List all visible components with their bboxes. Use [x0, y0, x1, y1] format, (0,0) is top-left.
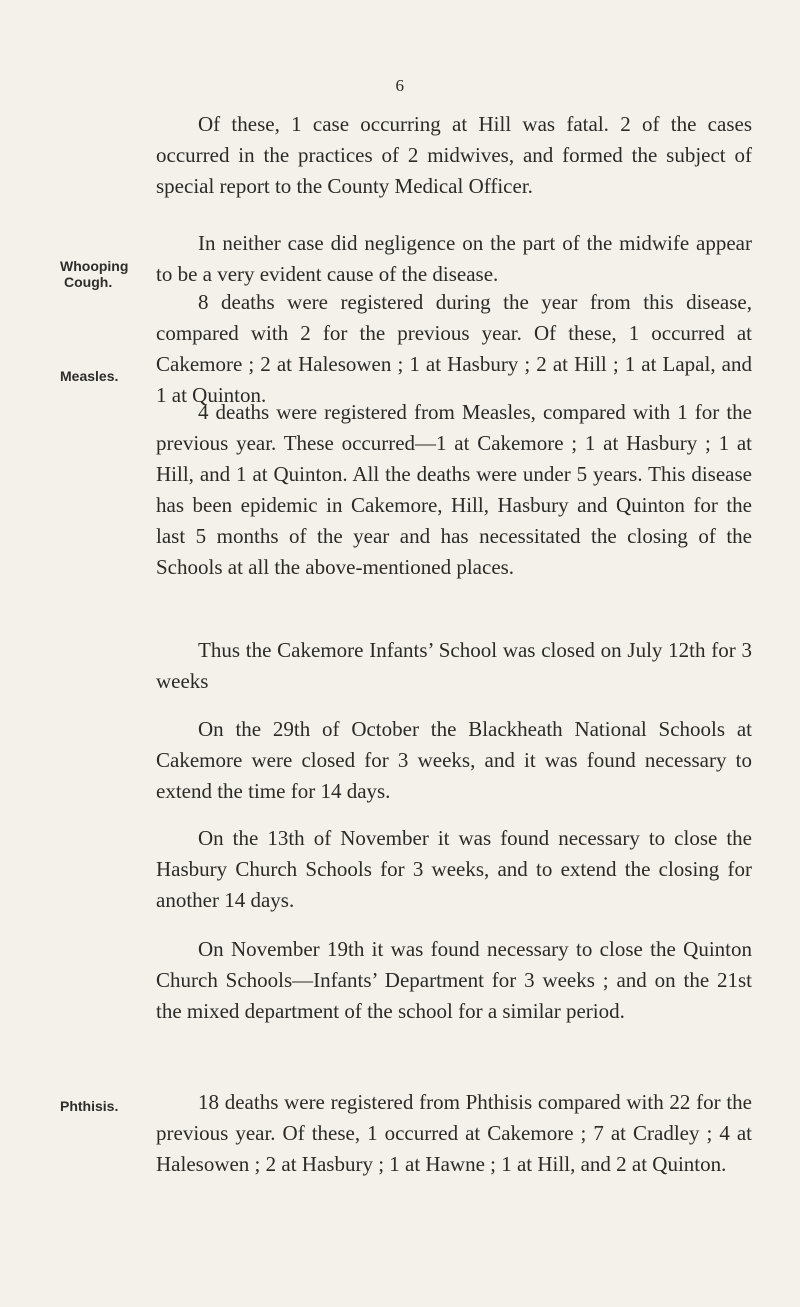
paragraph-whooping-cough: 8 deaths were registered during the year from this disease, compared with 2 for the previous year. Of these, 1 occurred at Cakemore ; 2 at Halesowen ; 1 at Hasbury ; 2 at Hill ; 1 at Lapal, and 1 at Quinton. — [156, 290, 752, 407]
paragraph: On the 29th of October the Blackheath National Schools at Cakemore were closed for 3 weeks, and it was found necessary to extend the time for 14 days. — [156, 717, 752, 803]
paragraph-measles: 4 deaths were registered from Measles, compared with 1 for the previous year. These occurred—1 at Cakemore ; 1 at Hasbury ; 1 at Hill, and 1 at Quinton. All the deaths were under 5 years. This disease has been epidemic in Cakemore, Hill, Hasbury and Quinton for the last 5 months of the year and has necessitated the closing of the Schools at all the above-mentioned places. — [156, 400, 752, 579]
page-number: 6 — [395, 76, 405, 95]
margin-heading-phthisis: Phthisis. — [60, 1098, 119, 1114]
paragraph: On November 19th it was found necessary to close the Quinton Church Schools—Infants’ Department for 3 weeks ; and on the 21st the mixed department of the school for a similar period. — [156, 937, 752, 1023]
paragraph: In neither case did negligence on the part of the midwife appear to be a very evident cause of the disease. — [156, 231, 752, 286]
paragraph: Of these, 1 case occurring at Hill was fatal. 2 of the cases occurred in the practices of 2 midwives, and formed the subject of special report to the County Medical Officer. — [156, 112, 752, 198]
paragraph-phthisis: 18 deaths were registered from Phthisis compared with 22 for the previous year. Of these, 1 occurred at Cakemore ; 7 at Cradley ; 4 at Halesowen ; 2 at Hasbury ; 1 at Hawne ; 1 at Hill, and 2 at Quinton. — [156, 1090, 752, 1176]
paragraph: On the 13th of November it was found necessary to close the Hasbury Church Schools for 3 weeks, and to extend the closing for another 14 days. — [156, 826, 752, 912]
paragraph: Thus the Cakemore Infants’ School was closed on July 12th for 3 weeks — [156, 638, 752, 693]
margin-heading-line: Cough. — [64, 274, 113, 290]
margin-heading-whooping-cough — [60, 258, 150, 290]
margin-heading-line: Whooping — [60, 258, 129, 274]
margin-heading-measles: Measles. — [60, 368, 119, 384]
